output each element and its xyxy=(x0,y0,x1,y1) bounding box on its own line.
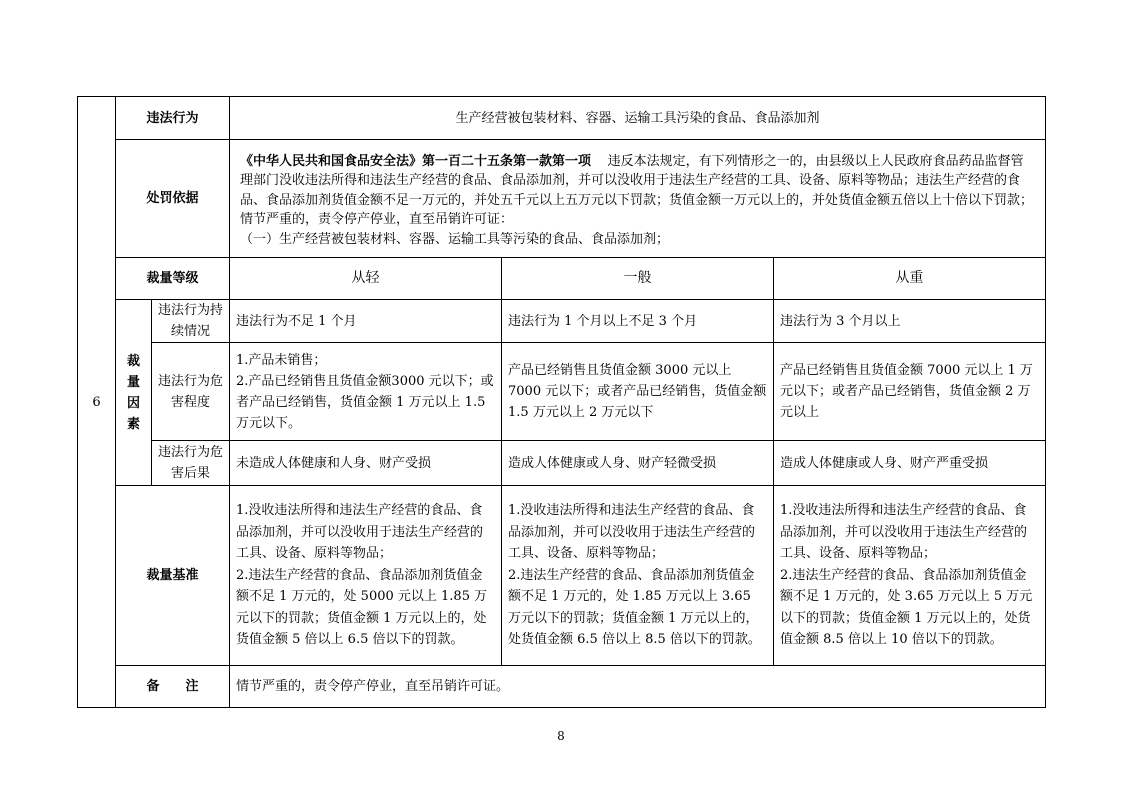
level-heavy: 从重 xyxy=(774,258,1046,300)
remark-row xyxy=(78,666,1046,708)
levels-label: 裁量等级 xyxy=(116,258,230,300)
harm-degree-light: 1.产品未销售； 2.产品已经销售且货值金额3000 元以下；或者产品已经销售，货值金额 1 万元以上 1.5 万元以下。 xyxy=(230,343,502,441)
levels-row xyxy=(78,258,1046,300)
remark-label: 备 注 xyxy=(116,666,230,708)
violation-row xyxy=(78,97,1046,140)
harm-result-normal: 造成人体健康或人身、财产轻微受损 xyxy=(502,441,774,486)
harm-degree-normal: 产品已经销售且货值金额 3000 元以上 7000 元以下；或者产品已经销售，货值金额 1.5 万元以上 2 万元以下 xyxy=(502,343,774,441)
factors-label-char: 裁 xyxy=(126,353,140,369)
standard-light: 1.没收违法所得和违法生产经营的食品、食品添加剂，并可以没收用于违法生产经营的工具、设备、原料等物品； 2.违法生产经营的食品、食品添加剂货值金额不足 1 万元的，处 5000 元以上 1.85 万元以下的罚款；货值金额 1 万元以上的，处货值金额 5 倍以上 6.5 倍以下的罚款。 xyxy=(230,486,502,666)
factor-harm-result-row xyxy=(78,441,1046,486)
standard-normal: 1.没收违法所得和违法生产经营的食品、食品添加剂，并可以没收用于违法生产经营的工具、设备、原料等物品； 2.违法生产经营的食品、食品添加剂货值金额不足 1 万元的，处 1.85 万元以上 3.65 万元以下的罚款；货值金额 1 万元以上的，处货值金额 6.5 倍以上 8.5 倍以下的罚款。 xyxy=(502,486,774,666)
factor-harm-degree-row xyxy=(78,343,1046,441)
basis-paragraph xyxy=(240,152,1035,230)
basis-text: 违反本法规定，有下列情形之一的，由县级以上人民政府食品药品监督管理部门没收违法所得和违法生产经营的食品、食品添加剂，并可以没收用于违法生产经营的工具、设备、原料等物品；违法生产经营的食品、食品添加剂货值金额不足一万元的，并处五千元以上五万元以下罚款；货值金额一万元以上的，并处货值金额五倍以上十倍以下罚款；情节严重的，责令停产停业，直至吊销许可证： xyxy=(240,153,1034,228)
harm-result-label: 违法行为危害后果 xyxy=(152,441,230,486)
duration-normal: 违法行为 1 个月以上不足 3 个月 xyxy=(502,300,774,343)
violation-label: 违法行为 xyxy=(116,97,230,140)
level-normal: 一般 xyxy=(502,258,774,300)
factors-label xyxy=(116,300,152,486)
duration-light: 违法行为不足 1 个月 xyxy=(230,300,502,343)
basis-row xyxy=(78,140,1046,258)
row-number: 6 xyxy=(78,97,116,708)
page-number: 8 xyxy=(557,729,565,743)
duration-heavy: 违法行为 3 个月以上 xyxy=(774,300,1046,343)
standard-heavy: 1.没收违法所得和违法生产经营的食品、食品添加剂，并可以没收用于违法生产经营的工具、设备、原料等物品； 2.违法生产经营的食品、食品添加剂货值金额不足 1 万元的，处 3.65 万元以上 5 万元以下的罚款；货值金额 1 万元以上的，处货值金额 8.5 倍以上 10 倍以下的罚款。 xyxy=(774,486,1046,666)
basis-content xyxy=(230,140,1046,258)
basis-label: 处罚依据 xyxy=(116,140,230,258)
basis-item: （一）生产经营被包装材料、容器、运输工具等污染的食品、食品添加剂； xyxy=(240,231,670,247)
violation-value: 生产经营被包装材料、容器、运输工具污染的食品、食品添加剂 xyxy=(230,97,1046,140)
duration-label: 违法行为持续情况 xyxy=(152,300,230,343)
factors-label-char: 因 xyxy=(126,395,140,411)
remark-value: 情节严重的，责令停产停业，直至吊销许可证。 xyxy=(230,666,1046,708)
standard-label: 裁量基准 xyxy=(116,486,230,666)
basis-law: 《中华人民共和国食品安全法》第一百二十五条第一款第一项 xyxy=(240,153,592,169)
level-light: 从轻 xyxy=(230,258,502,300)
standard-row xyxy=(78,486,1046,666)
harm-result-heavy: 造成人体健康或人身、财产严重受损 xyxy=(774,441,1046,486)
harm-degree-label: 违法行为危害程度 xyxy=(152,343,230,441)
harm-degree-heavy: 产品已经销售且货值金额 7000 元以上 1 万元以下；或者产品已经销售，货值金额 2 万元以上 xyxy=(774,343,1046,441)
discretion-table xyxy=(77,96,1046,708)
factor-duration-row xyxy=(78,300,1046,343)
factors-label-char: 素 xyxy=(126,416,140,432)
harm-result-light: 未造成人体健康和人身、财产受损 xyxy=(230,441,502,486)
factors-label-char: 量 xyxy=(126,374,140,390)
